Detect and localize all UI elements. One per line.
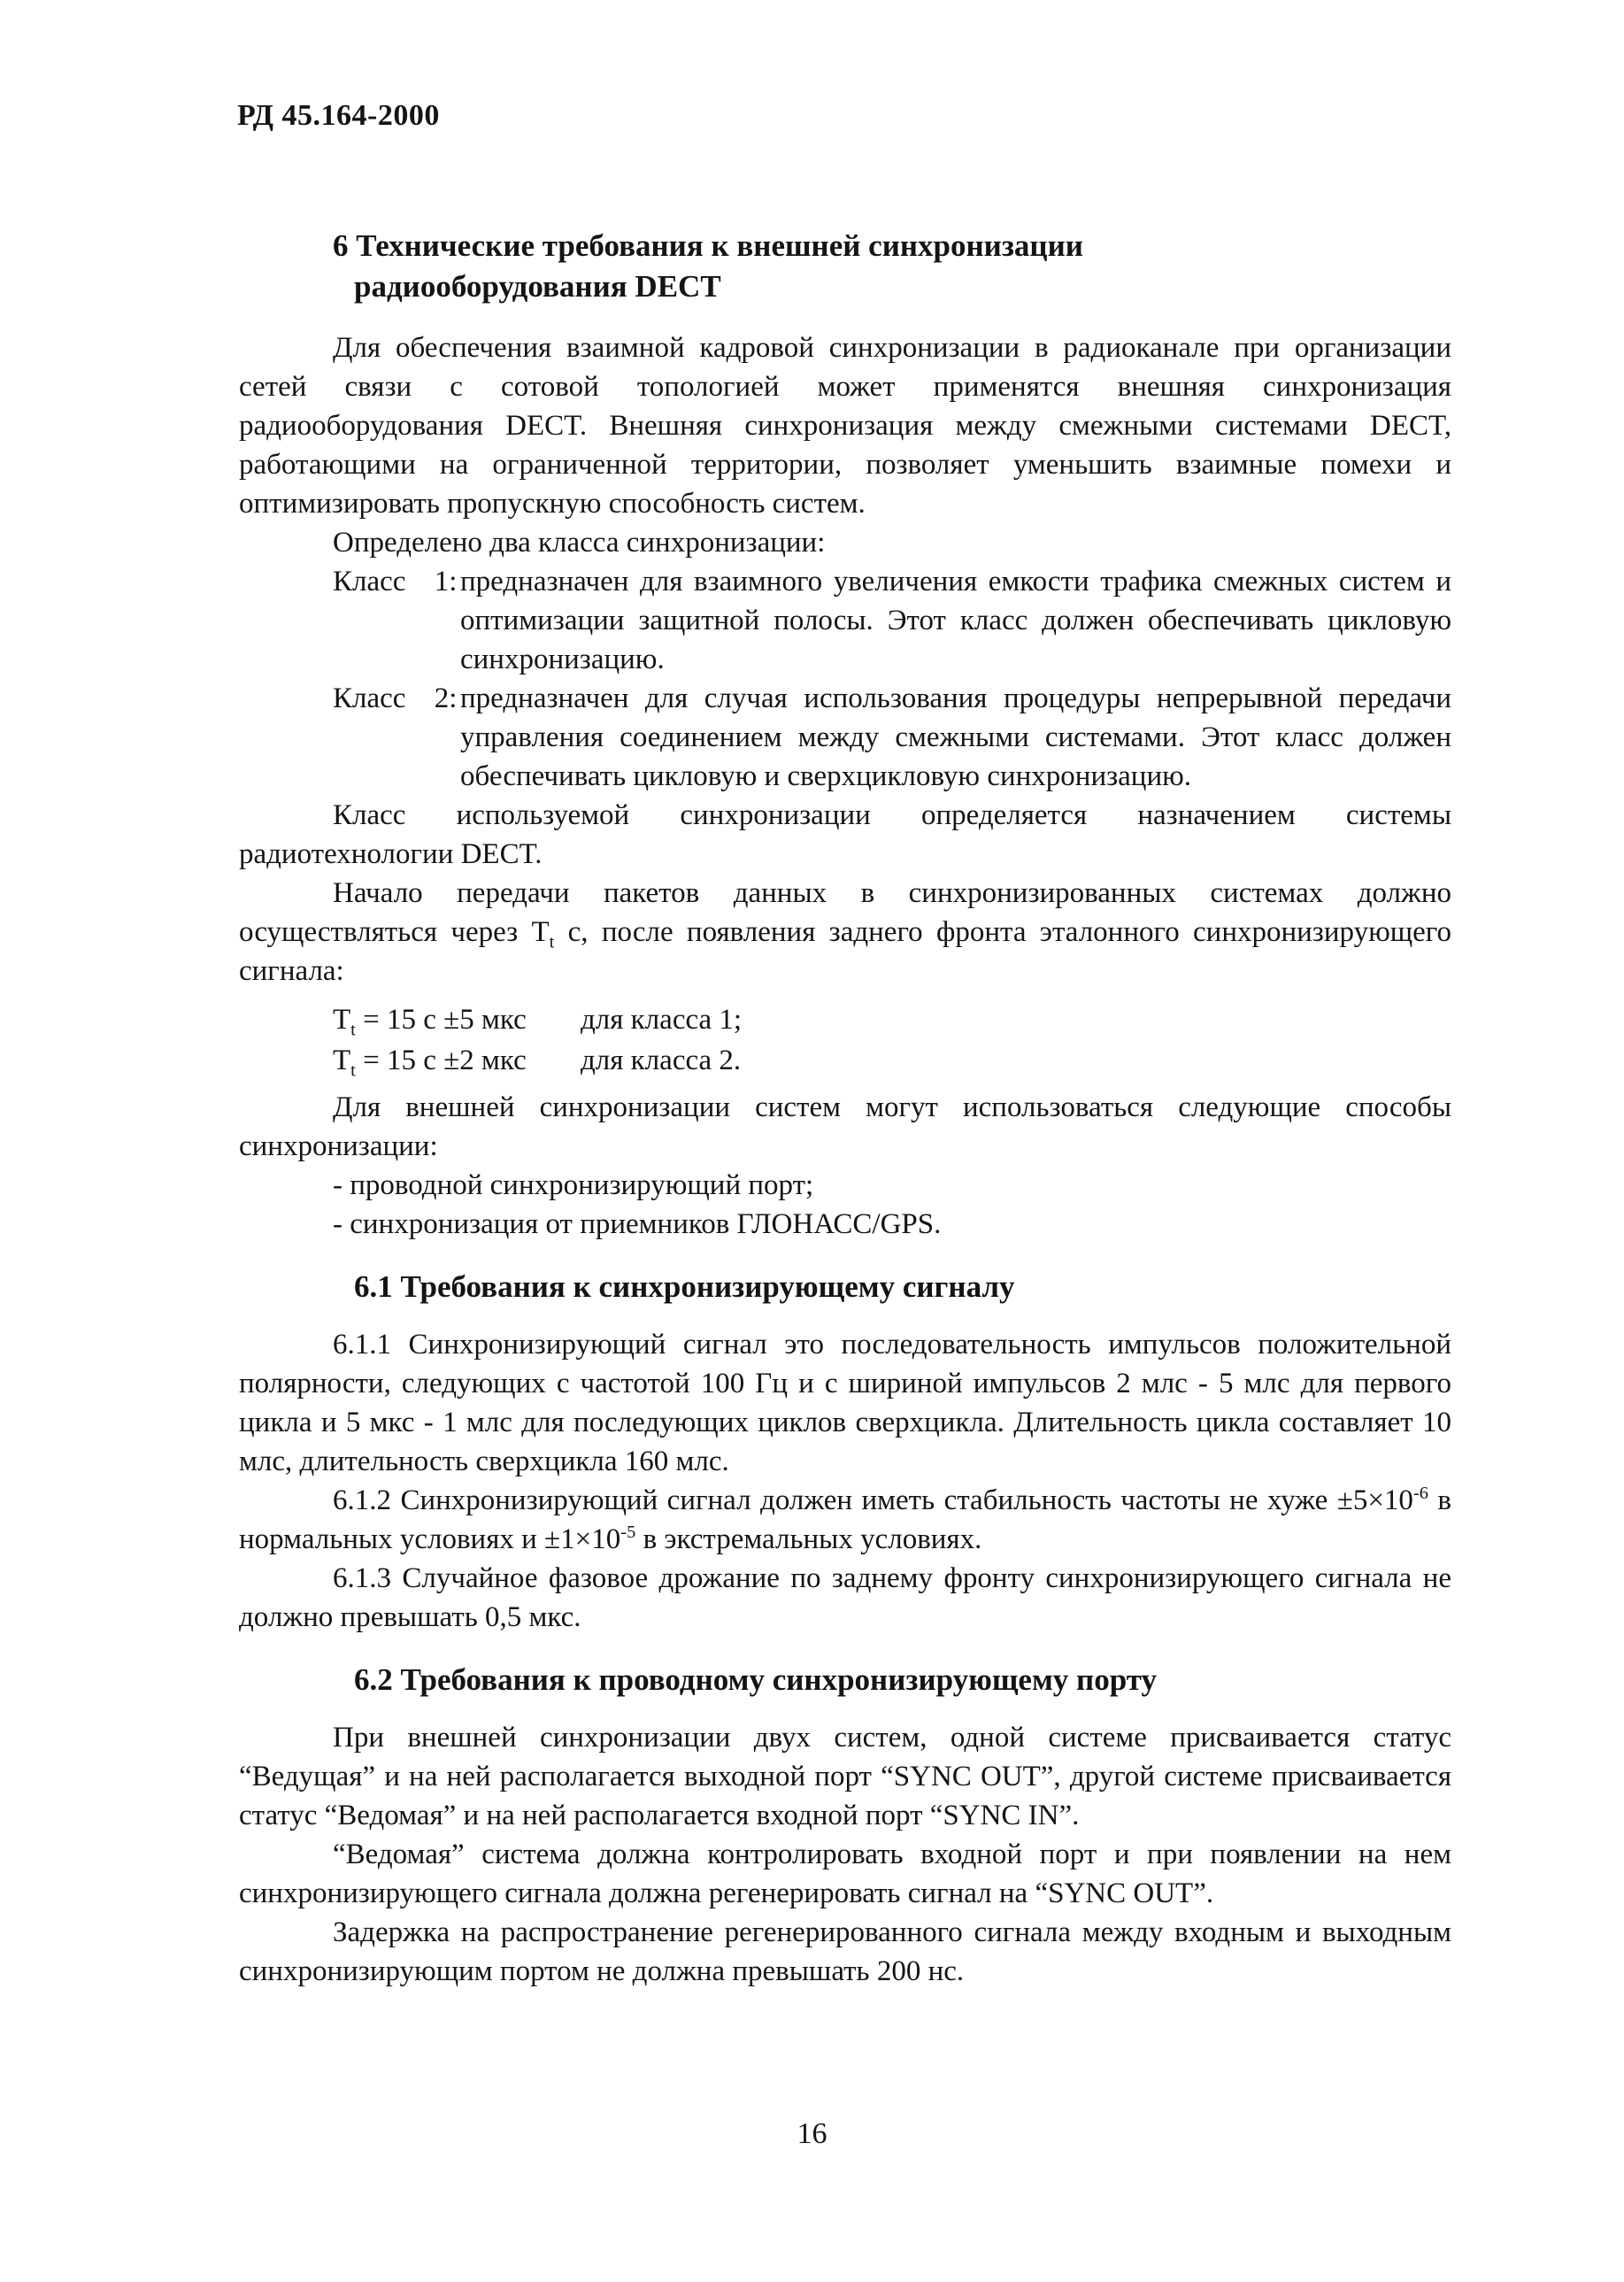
page-number: 16 bbox=[797, 2117, 827, 2150]
paragraph-packet-start: Начало передачи пакетов данных в синхронизированных системах должно осуществляться через $T_t$ с, после появления заднего фронта эталонного синхронизирующего сигнала: bbox=[239, 877, 1451, 987]
class-1-item bbox=[239, 562, 1451, 679]
paragraph-6-1-2: 6.1.2 Синхронизирующий сигнал должен иметь стабильность частоты не хуже $\pm 5\times 10^{-6}$ в нормальных условиях $и \pm 1\times 10^{-5}$ в экстремальных условиях. bbox=[239, 1484, 1451, 1555]
section-6-1-heading: 6.1 Требования к синхронизирующему сигналу bbox=[354, 1269, 1015, 1304]
class-2-item bbox=[239, 679, 1451, 796]
section-6-heading-line2: радиооборудования DECT bbox=[354, 269, 721, 304]
paragraph-class-selection: Класс используемой синхронизации определяется назначением системы радиотехнологии DECT. bbox=[239, 799, 1451, 870]
paragraph-two-classes: Определено два класса синхронизации: bbox=[333, 527, 826, 559]
paragraph-master-slave: При внешней синхронизации двух систем, одной системе присваивается статус “Ведущая” и на ней располагается выходной порт “SYNC OUT”, другой системе присваивается статус “Ведомая” и на ней располагается входной порт “SYNC IN”. bbox=[239, 1722, 1451, 1831]
paragraph-6-1-3: 6.1.3 Случайное фазовое дрожание по заднему фронту синхронизирующего сигнала не должно превышать 0,5 мкс. bbox=[239, 1562, 1451, 1633]
paragraph-slave-regenerate: “Ведомая” система должна контролировать входной порт и при появлении на нем синхронизирующего сигнала должна регенерировать сигнал на “SYNC OUT”. bbox=[239, 1839, 1451, 1909]
paragraph-sync-purpose: Для обеспечения взаимной кадровой синхронизации в радиоканале при организации сетей связи с сотовой топологией может применятся внешняя синхронизация радиооборудования DECT. Внешняя синхронизация между смежными системами DECT, работающими на ограниченной территории, позволяет уменьшить взаимные помехи и оптимизировать пропускную способность систем. bbox=[239, 332, 1451, 520]
class-1-label: Класс 1: bbox=[333, 566, 458, 597]
formula-class-1: $T_t = 15$ с ±5 мкс для класса 1; bbox=[333, 1004, 743, 1040]
list-item: - синхронизация от приемников ГЛОНАСС/GPS. bbox=[333, 1208, 942, 1240]
formula-class-2: $T_t = 15$ с ±2 мкс для класса 2. bbox=[333, 1045, 742, 1081]
section-6-heading bbox=[333, 226, 1451, 307]
section-6-heading-line1: 6 Технические требования к внешней синхронизации bbox=[333, 228, 1083, 263]
page-body bbox=[239, 226, 1451, 1991]
paragraph-sync-methods: Для внешней синхронизации систем могут использоваться следующие способы синхронизации: bbox=[239, 1091, 1451, 1162]
class-1-text: предназначен для взаимного увеличения емкости трафика смежных систем и оптимизации защитной полосы. Этот класс должен обеспечивать цикловую синхронизацию. bbox=[460, 566, 1451, 675]
document-id: РД 45.164-2000 bbox=[237, 99, 440, 132]
section-6-2-heading: 6.2 Требования к проводному синхронизирующему порту bbox=[354, 1662, 1157, 1697]
list-item: - проводной синхронизирующий порт; bbox=[333, 1169, 814, 1201]
paragraph-6-1-1: 6.1.1 Синхронизирующий сигнал это последовательность импульсов положительной полярности, следующих с частотой 100 Гц и с шириной импульсов 2 млс - 5 млс для первого цикла и 5 мкс - 1 млс для последующих циклов сверхцикла. Длительность цикла составляет 10 млс, длительность сверхцикла 160 млс. bbox=[239, 1329, 1451, 1477]
paragraph-delay: Задержка на распространение регенерированного сигнала между входным и выходным синхронизирующим портом не должна превышать 200 нс. bbox=[239, 1916, 1451, 1987]
class-2-label: Класс 2: bbox=[333, 682, 458, 714]
class-2-text: предназначен для случая использования процедуры непрерывной передачи управления соединением между смежными системами. Этот класс должен обеспечивать цикловую и сверхцикловую синхронизацию. bbox=[460, 682, 1451, 792]
formula-block bbox=[333, 999, 1451, 1081]
